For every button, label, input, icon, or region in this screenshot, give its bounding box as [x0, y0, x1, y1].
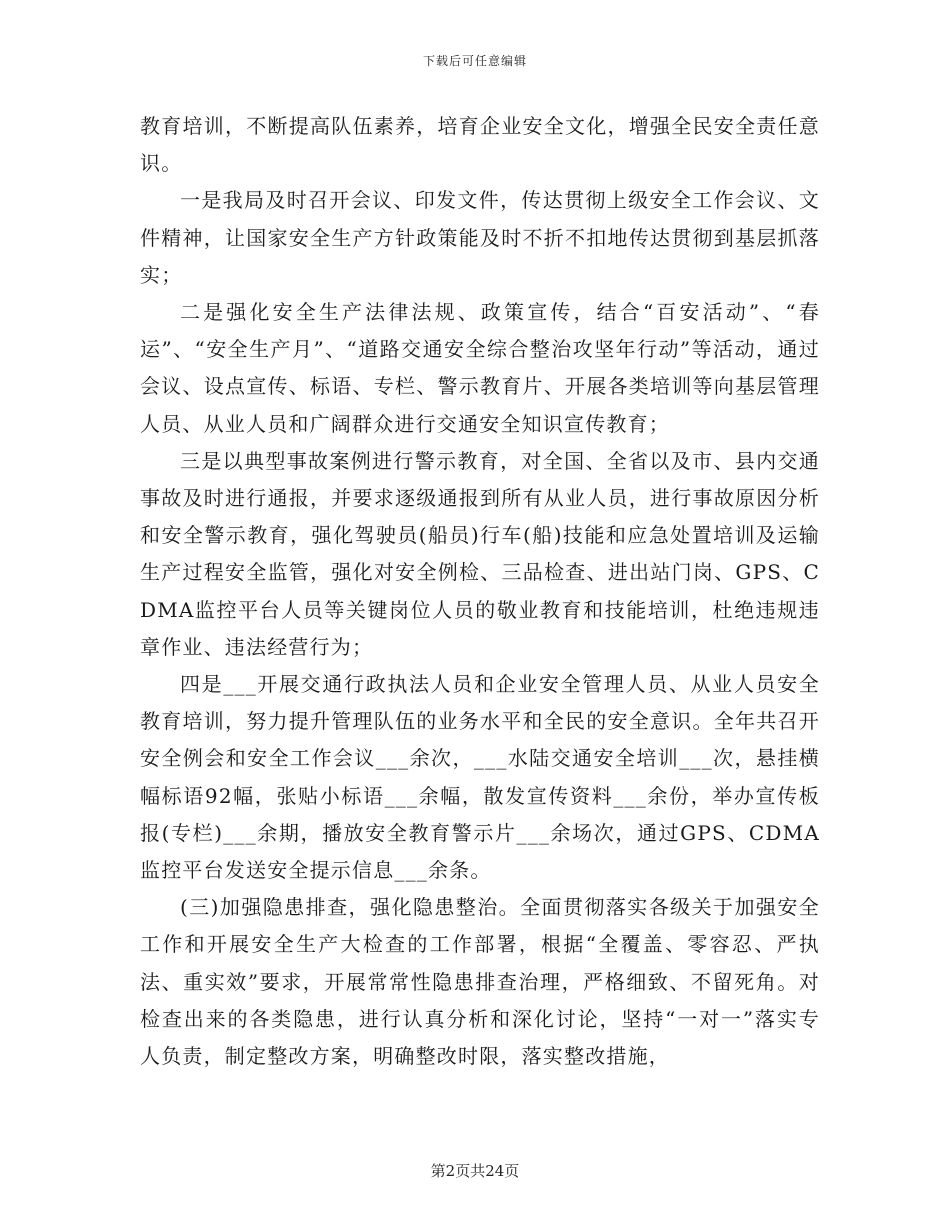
paragraph-3: 二是强化安全生产法律法规、政策宣传，结合“百安活动”、“春运”、“安全生产月”、“道路交通安全综合整治攻坚年行动”等活动，通过会议、设点宣传、标语、专栏、警示教育片、开展各类培训等向基层管理人员、从业人员和广阔群众进行交通安全知识宣传教育； [140, 300, 820, 436]
paragraph-5: 四是___开展交通行政执法人员和企业安全管理人员、从业人员安全教育培训，努力提升管理队伍的业务水平和全民的安全意识。全年共召开安全例会和安全工作会议___余次，___水陆交通安全培训___次，悬挂横幅标语92幅，张贴小标语___余幅，散发宣传资料___余份，举办宣传板报(专栏)___余期，播放安全教育警示片___余场次，通过GPS、CDMA监控平台发送安全提示信息___余条。 [140, 672, 820, 883]
page-footer: 第2页共24页 [430, 1162, 520, 1180]
document-body [140, 108, 820, 1075]
page-header: 下载后可任意编辑 [422, 54, 527, 68]
paragraph-4: 三是以典型事故案例进行警示教育，对全国、全省以及市、县内交通事故及时进行通报，并要求逐级通报到所有从业人员，进行事故原因分析和安全警示教育，强化驾驶员(船员)行车(船)技能和应急处置培训及运输生产过程安全监管，强化对安全例检、三品检查、进出站门岗、GPS、CDMA监控平台人员等关键岗位人员的敬业教育和技能培训，杜绝违规违章作业、违法经营行为； [140, 448, 820, 659]
paragraph-2: 一是我局及时召开会议、印发文件，传达贯彻上级安全工作会议、文件精神，让国家安全生产方针政策能及时不折不扣地传达贯彻到基层抓落实； [140, 188, 820, 287]
paragraph-1: 教育培训，不断提高队伍素养，培育企业安全文化，增强全民安全责任意识。 [140, 114, 820, 176]
paragraph-6: (三)加强隐患排查，强化隐患整治。全面贯彻落实各级关于加强安全工作和开展安全生产大检查的工作部署，根据“全覆盖、零容忍、严执法、重实效”要求，开展常常性隐患排查治理，严格细致、不留死角。对检查出来的各类隐患，进行认真分析和深化讨论，坚持“一对一”落实专人负责，制定整改方案，明确整改时限，落实整改措施， [140, 895, 820, 1069]
